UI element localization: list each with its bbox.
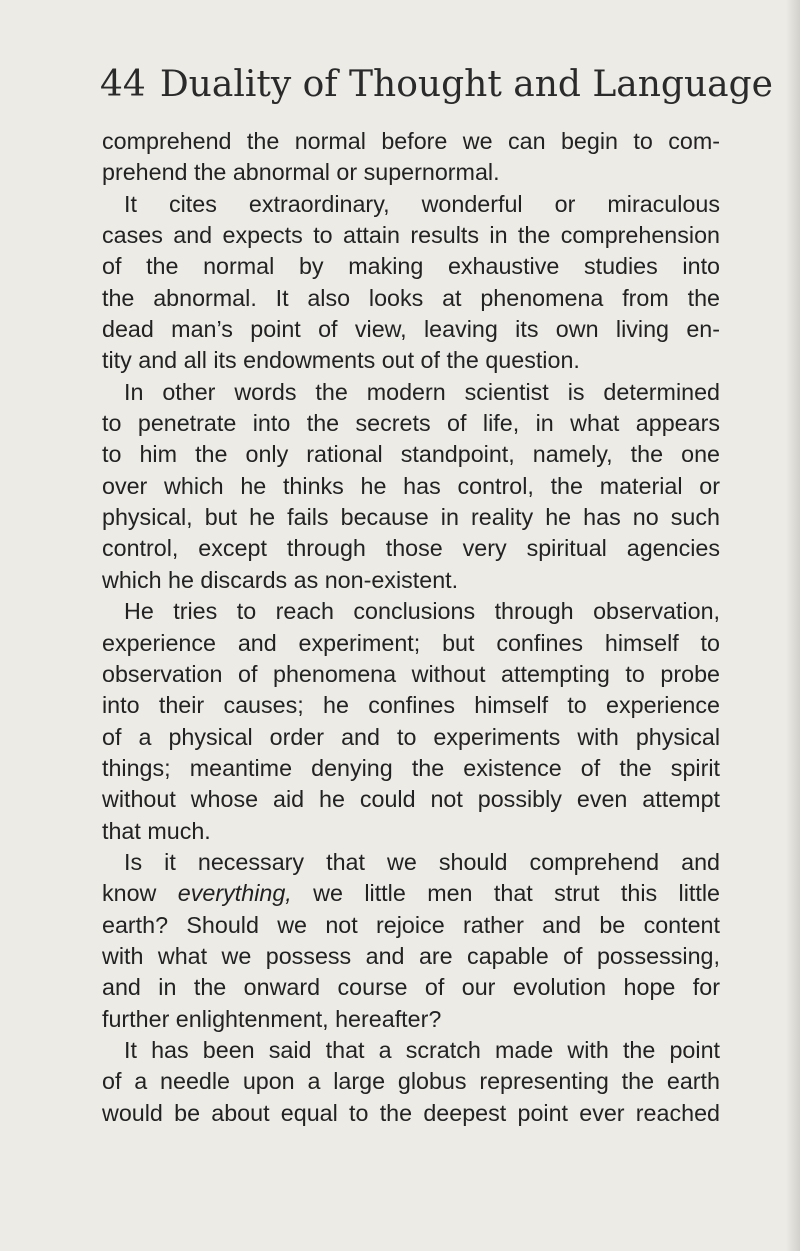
text-line: dead man’s point of view, leaving its own living en-	[102, 316, 720, 343]
text-line: cases and expects to attain results in the comprehension	[102, 222, 720, 249]
page-edge-shadow	[786, 0, 800, 1251]
text-line: of a needle upon a large globus representing the earth	[102, 1068, 720, 1095]
text-line: the abnormal. It also looks at phenomena from the	[102, 284, 720, 311]
text-line: would be about equal to the deepest point ever reached	[102, 1099, 720, 1126]
text-line: control, except through those very spiritual agencies	[102, 535, 720, 562]
text-line: prehend the abnormal or supernormal.	[102, 159, 500, 186]
running-head	[100, 64, 773, 105]
text-line: to penetrate into the secrets of life, in what appears	[102, 410, 720, 437]
text-line: It has been said that a scratch made with the point	[124, 1036, 720, 1063]
text-line: with what we possess and are capable of possessing,	[102, 942, 720, 969]
text-line: over which he thinks he has control, the material or	[102, 472, 720, 499]
text-line: and in the onward course of our evolution hope for	[102, 974, 720, 1001]
text-line: to him the only rational standpoint, namely, the one	[102, 441, 720, 468]
text-line: without whose aid he could not possibly even attempt	[102, 786, 720, 813]
text-line: of the normal by making exhaustive studies into	[102, 253, 720, 280]
text-line: know everything, we little men that strut this little	[102, 880, 720, 907]
text-line: things; meantime denying the existence of the spirit	[102, 754, 720, 781]
text-line: It cites extraordinary, wonderful or miraculous	[124, 190, 720, 217]
text-line: In other words the modern scientist is determined	[124, 378, 720, 405]
text-line: He tries to reach conclusions through observation,	[124, 598, 720, 625]
text-line: Is it necessary that we should comprehend and	[124, 848, 720, 875]
text-line: that much.	[102, 817, 211, 844]
text-line: physical, but he fails because in reality he has no such	[102, 504, 720, 531]
text-line: tity and all its endowments out of the question.	[102, 347, 580, 374]
text-line: which he discards as non-existent.	[102, 566, 459, 593]
book-title: Duality of Thought and Language	[159, 64, 773, 105]
text-line: comprehend the normal before we can begin to com-	[102, 128, 720, 154]
page-number: 44	[100, 64, 146, 105]
text-line: into their causes; he confines himself to experience	[102, 692, 720, 719]
text-line: earth? Should we not rejoice rather and be content	[102, 911, 720, 938]
emphasis: everything,	[177, 880, 292, 907]
text-line: of a physical order and to experiments with physical	[102, 723, 720, 750]
text-line: further enlightenment, hereafter?	[102, 1005, 442, 1032]
text-line: observation of phenomena without attempting to probe	[102, 660, 720, 687]
text-line: experience and experiment; but confines himself to	[102, 629, 720, 656]
body-text	[102, 126, 720, 1129]
